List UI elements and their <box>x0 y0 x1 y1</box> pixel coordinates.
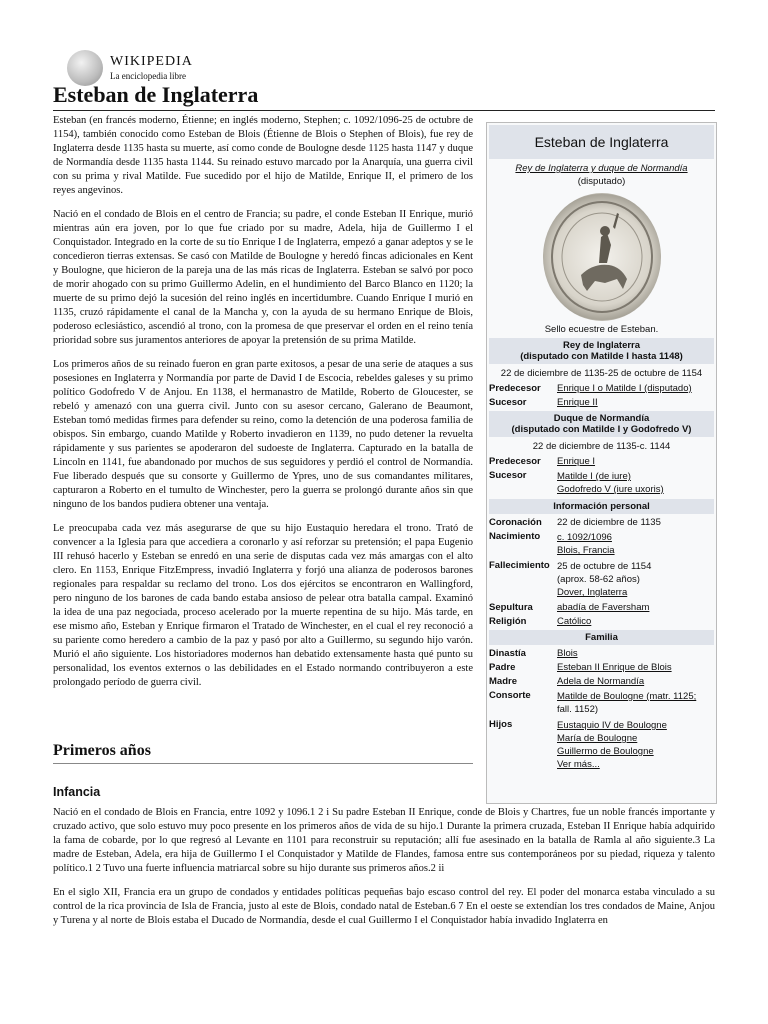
consorte-row: Consorte Matilde de Boulogne (matr. 1125; fall. 1152) <box>489 690 697 715</box>
intro-paragraph: Esteban (en francés moderno, Étienne; en inglés moderno, Stephen; c. 1092/1096-25 de octubre de 1154), también conocido como Esteban de Blois (Étienne de Blois o Stephen of Blois), fue rey de Inglaterra desde 1135 hasta su muerte, así como conde de Boulogne desde 1125 hasta 1147 y duque de Normandía desde 1135 hasta 1144. Su reinado estuvo marcado por la Anarquía, una guerra civil con su prima y rival Matilde. Fue sucedido por el hijo de Matilde, Enrique II, el primero de los reyes angevinos. <box>53 115 473 196</box>
infobox-subtitle[interactable]: Rey de Inglaterra y duque de Normandía <box>515 163 688 174</box>
padre-row: Padre Esteban II Enrique de Blois <box>489 662 672 673</box>
sucesor-row: Sucesor Enrique II <box>489 397 598 408</box>
predecesor-row: Predecesor Enrique I o Matilde I (disputado) <box>489 383 692 394</box>
nacimiento-row: Nacimiento c. 1092/1096 Blois, Francia <box>489 531 615 556</box>
dinastia-row: Dinastía Blois <box>489 648 578 659</box>
madre-row: Madre Adela de Normandía <box>489 676 645 687</box>
section-heading: Primeros años <box>53 742 473 764</box>
section-header-king: Rey de Inglaterra (disputado con Matilde I hasta 1148) <box>489 338 714 364</box>
intro-paragraph: Nació en el condado de Blois en el centro de Francia; su padre, el conde Esteban II Enrique, murió mientras aún era joven, por lo que fue criado por su madre, Adela, hija de Guillermo I el Conquistador. Integrado en la corte de su tío Enrique I de Inglaterra, empezó a ganar adeptos y se le concedieron tierras extensas. Se casó con Matilde de Boulogne y heredó fincas adicionales en Kent y Boulogne, que hicieron de la pareja una de las más ricas de Inglaterra. Esteban se salvó por poco de morir ahogado con su primo Guillermo Adelin, en el hundimiento del Barco Blanco en 1120; la muerte de su primo dejó la sucesión del reino inglés en incertidumbre. Cuando Enrique I murió en 1135, cruzó rápidamente el canal de la Mancha y, con la ayuda de su hermano Enrique de Blois, poderoso eclesiástico, ascendió al trono, con la promesa de que preservar el orden en el reino tenía prioridad sobre sus juramentos anteriores de apoyar la pretensión de su prima Matilde. <box>53 209 473 346</box>
predecesor-row: Predecesor Enrique I <box>489 456 596 467</box>
equestrian-seal-icon <box>543 193 661 321</box>
site-tagline: La enciclopedia libre <box>110 71 186 81</box>
article-intro <box>53 114 473 700</box>
body-paragraph: Nació en el condado de Blois en Francia, entre 1092 y 1096.1 2 i Su padre Esteban II Enrique, conde de Blois y Chartres, fue un noble francés importante y cruzado activo, que solo estuvo muy poco presente en los primeros años de vida de su hijo.1 Durante la primera cruzada, Esteban II Enrique había adquirido la fama de cobarde, por lo que regresó al Levante en 1101 para reconstruir su reputación; allí fue asesinado en la batalla de Ramla al año siguiente.3 La madre de Esteban, Adela, era hija de Guillermo I el Conquistador y Matilde de Flandes, famosa entre sus contemporáneos por su piedad, riqueza y talento político.1 2 Tuvo una fuerte influencia matriarcal sobre su hijo durante sus primeros años.2 ii <box>53 807 715 874</box>
subsection-heading: Infancia <box>53 785 101 799</box>
title-divider <box>53 110 715 111</box>
section-header-family: Familia <box>489 630 714 645</box>
site-logo[interactable] <box>110 54 193 81</box>
wikipedia-globe-icon[interactable] <box>67 50 103 86</box>
see-more-link[interactable]: Ver más... <box>557 759 600 770</box>
intro-paragraph: Los primeros años de su reinado fueron en gran parte exitosos, a pesar de una serie de ataques a sus posesiones en Inglaterra y Normandía por parte de David I de Escocia, rebeldes galeses y su primo político Godofredo V de Anjou. En 1138, el hermanastro de Matilde, Roberto de Gloucester, se rebeló y amenazó con una guerra civil. Junto con su asesor cercano, Galerano de Beaumont, Esteban tomó medidas firmes para defender su reino, como la detención de una poderosa familia de obispos. Sin embargo, cuando Matilde y Roberto invadieron en 1139, no pudo detener la revuelta rápidamente y sus parientes se apoderaron del sudoeste de Inglaterra. Capturado en la batalla de Lincoln en 1141, fue abandonado por muchos de sus seguidores y perdió el control de Normandía. Fue liberado después que su consorte y Guillermo de Ypres, uno de sus comandantes militares, capturaron a Roberto en el tumulto de Winchester, pero la guerra se prolongó durante años sin que ninguno de los bandos pudiera obtener una ventaja. <box>53 359 473 510</box>
duke-dates: 22 de diciembre de 1135-c. 1144 <box>532 441 671 452</box>
fallecimiento-row: Fallecimiento 25 de octubre de 1154 (aprox. 58-62 años) Dover, Inglaterra <box>489 560 652 598</box>
section-header-duke: Duque de Normandía (disputado con Matilde I y Godofredo V) <box>489 411 714 437</box>
reign-dates: 22 de diciembre de 1135-25 de octubre de 1154 <box>500 368 703 379</box>
site-name: WIKIPEDIA <box>110 54 193 69</box>
image-caption: Sello ecuestre de Esteban. <box>544 324 659 335</box>
seal-image[interactable] <box>543 193 661 321</box>
coronacion-row: Coronación 22 de diciembre de 1135 <box>489 517 661 528</box>
hijos-row: Hijos Eustaquio IV de Boulogne María de Boulogne Guillermo de Boulogne Ver más... <box>489 719 714 771</box>
page-title: Esteban de Inglaterra <box>53 82 259 107</box>
infobox <box>486 122 717 804</box>
religion-row: Religión Católico <box>489 616 592 627</box>
infancia-section <box>53 806 715 938</box>
intro-paragraph: Le preocupaba cada vez más asegurarse de que su hijo Eustaquio heredara el trono. Trató de convencer a la Iglesia para que accediera a coronarlo y así reforzar su pretensión; el papa Eugenio III rehusó hacerlo y Esteban se enredó en una serie de disputas cada vez más amargas con el alto clero. En 1153, Enrique FitzEmpress, invadió Inglaterra y forjó una alianza de poderosos barones regionales para respaldar su reclamo del trono. Los dos ejércitos se encontraron en Wallingford, pero ninguno de los barones de cada bando estaba ansioso de pelear otra batalla campal. Examinó la idea de una paz negociada, proceso acelerado por la muerte repentina de su hijo. Más tarde, en ese mismo año, Esteban y Enrique firmaron el Tratado de Winchester, en el cual el rey reconoció a su pariente como heredero a cambio de la paz y pasó por alto a Guillermo, su segundo hijo varón. Murió el año siguiente. Los historiadores modernos han debatido extensamente hasta qué punto su personalidad, los eventos externos o las debilidades en el Estado normando contribuyeron a este prolongado período de guerra civil. <box>53 523 473 688</box>
section-header-personal: Información personal <box>489 499 714 514</box>
infobox-title: Esteban de Inglaterra <box>489 125 714 159</box>
sucesor-row: Sucesor Matilde I (de iure) Godofredo V (iure uxoris) <box>489 470 664 495</box>
body-paragraph: En el siglo XII, Francia era un grupo de condados y entidades políticas pequeñas bajo escaso control del rey. El poder del monarca estaba vinculado a su control de la rica provincia de Isla de Francia, justo al este de Blois, condado natal de Esteban.6 7 En el oeste se extendían los tres condados de Maine, Anjou y Turena y al norte de Blois estaba el Ducado de Normandía, desde el cual Guillermo I el Conquistador había invadido Inglaterra en <box>53 887 715 926</box>
sepultura-row: Sepultura abadía de Faversham <box>489 602 650 613</box>
infobox-note: (disputado) <box>577 176 626 187</box>
